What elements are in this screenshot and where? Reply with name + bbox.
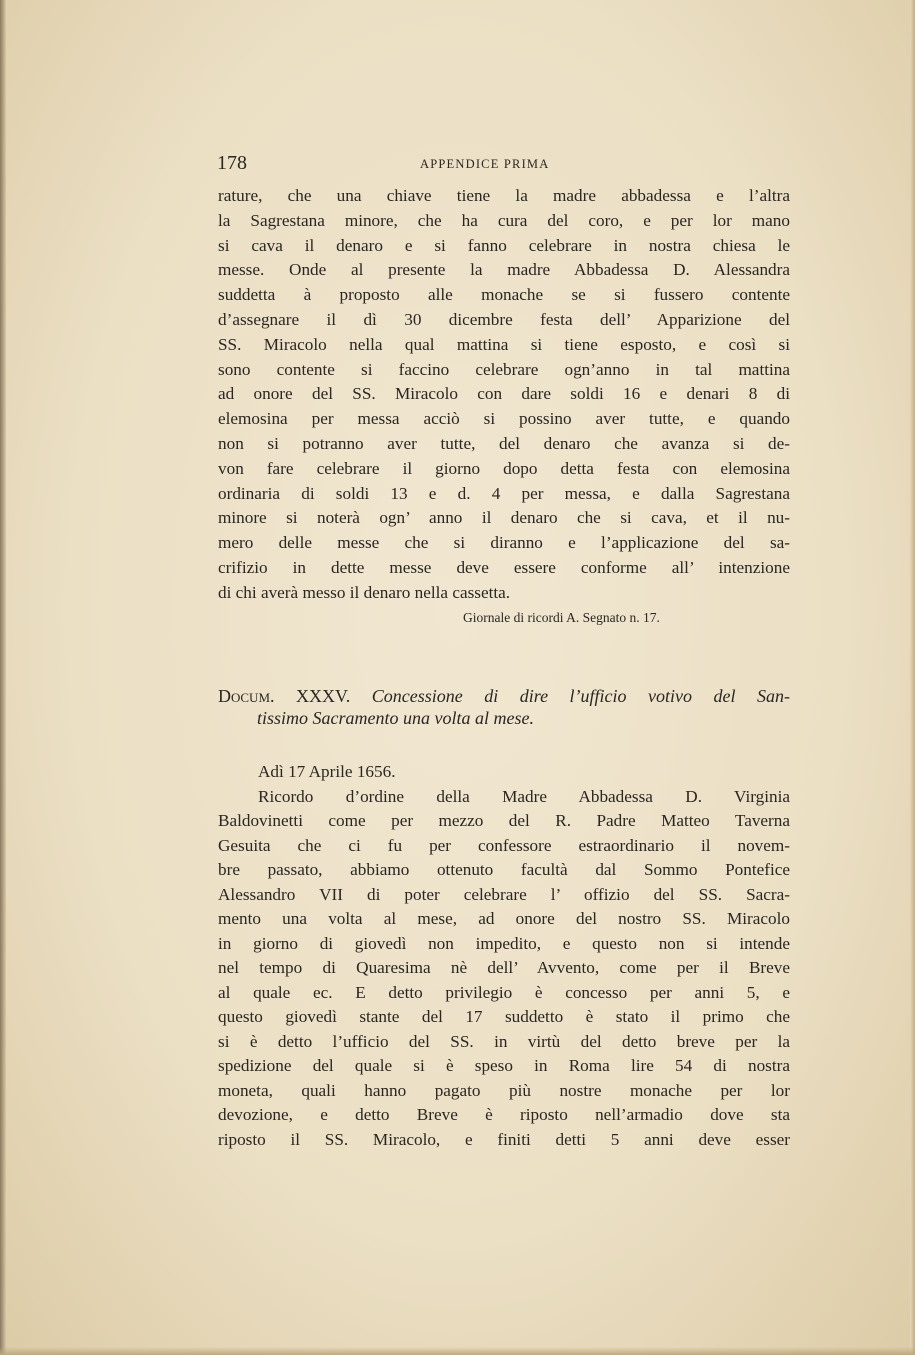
page-edge-left xyxy=(0,0,6,1355)
text-line: bre passato, abbiamo ottenuto facultà dal Sommo Pontefice xyxy=(218,860,790,879)
text-line: mero delle messe che si diranno e l’applicazione del sa- xyxy=(218,533,790,553)
text-line: mento una volta al mese, ad onore del nostro SS. Miracolo xyxy=(218,909,790,928)
doc-title-line-2: tissimo Sacramento una volta al mese. xyxy=(257,708,534,728)
text-line: ad onore del SS. Miracolo con dare soldi 16 e denari 8 di xyxy=(218,384,790,404)
text-line: Alessandro VII di poter celebrare l’ offizio del SS. Sacra- xyxy=(218,884,790,904)
text-line: questo giovedì stante del 17 suddetto è stato il primo che xyxy=(218,1007,790,1026)
text-line: ordinaria di soldi 13 e d. 4 per messa, e dalla Sagrestana xyxy=(218,483,790,503)
page-edge-right xyxy=(910,0,915,1355)
text-line: sono contente si faccino celebrare ogn’anno in tal mattina xyxy=(218,359,790,379)
text-line: in giorno di giovedì non impedito, e questo non si intende xyxy=(218,933,790,953)
document-date: Adì 17 Aprile 1656. xyxy=(258,762,396,781)
doc-label: Docum. xyxy=(218,686,275,706)
text-line: Baldovinetti come per mezzo del R. Padre Matteo Taverna xyxy=(218,811,790,830)
text-line: al quale ec. E detto privilegio è concesso per anni 5, e xyxy=(218,982,790,1002)
text-line: di chi averà messo il denaro nella cassetta. xyxy=(218,582,511,602)
source-citation: Giornale di ricordi A. Segnato n. 17. xyxy=(463,610,660,625)
text-line: non si potranno aver tutte, del denaro che avanza si de- xyxy=(218,434,790,453)
text-line: suddetta à proposto alle monache se si fussero contente xyxy=(218,285,790,305)
text-line: devozione, e detto Breve è riposto nell’armadio dove sta xyxy=(218,1105,790,1124)
text-line: crifizio in dette messe deve essere conforme all’ intenzione xyxy=(218,558,790,577)
text-line: si cava il denaro e si fanno celebrare in nostra chiesa le xyxy=(218,235,790,255)
page-number: 178 xyxy=(217,152,247,174)
doc-number: XXXV. xyxy=(296,686,351,706)
text-line: moneta, quali hanno pagato più nostre monache per lor xyxy=(218,1080,790,1100)
text-line: riposto il SS. Miracolo, e finiti detti 5 anni deve esser xyxy=(218,1129,790,1149)
doc-title-line-1: Concessione di dire l’ufficio votivo del San- xyxy=(371,686,791,706)
text-line: si è detto l’ufficio del SS. in virtù del detto breve per la xyxy=(218,1031,790,1051)
running-title: APPENDICE PRIMA xyxy=(420,157,550,171)
text-line: nel tempo di Quaresima nè dell’ Avvento, come per il Breve xyxy=(218,958,790,977)
text-line: rature, che una chiave tiene la madre abbadessa e l’altra xyxy=(218,186,790,205)
text-line: elemosina per messa acciò si possino aver tutte, e quando xyxy=(218,409,790,429)
text-line: minore si noterà ogn’ anno il denaro che si cava, et il nu- xyxy=(218,508,790,528)
text-line: messe. Onde al presente la madre Abbadessa D. Alessandra xyxy=(218,260,790,280)
text-line: von fare celebrare il giorno dopo detta festa con elemosina xyxy=(218,458,790,478)
text-line: SS. Miracolo nella qual mattina si tiene esposto, e così si xyxy=(218,334,790,354)
page-edge-bottom xyxy=(0,1347,915,1355)
text-line: la Sagrestana minore, che ha cura del coro, e per lor mano xyxy=(218,210,790,230)
text-line: spedizione del quale si è speso in Roma lire 54 di nostra xyxy=(218,1056,790,1075)
document-heading xyxy=(218,684,790,708)
text-line: Gesuita che ci fu per confessore estraordinario il novem- xyxy=(218,835,790,855)
text-line: Ricordo d’ordine della Madre Abbadessa D. Virginia xyxy=(258,786,790,806)
text-line: d’assegnare il dì 30 dicembre festa dell’ Apparizione del xyxy=(218,310,790,329)
